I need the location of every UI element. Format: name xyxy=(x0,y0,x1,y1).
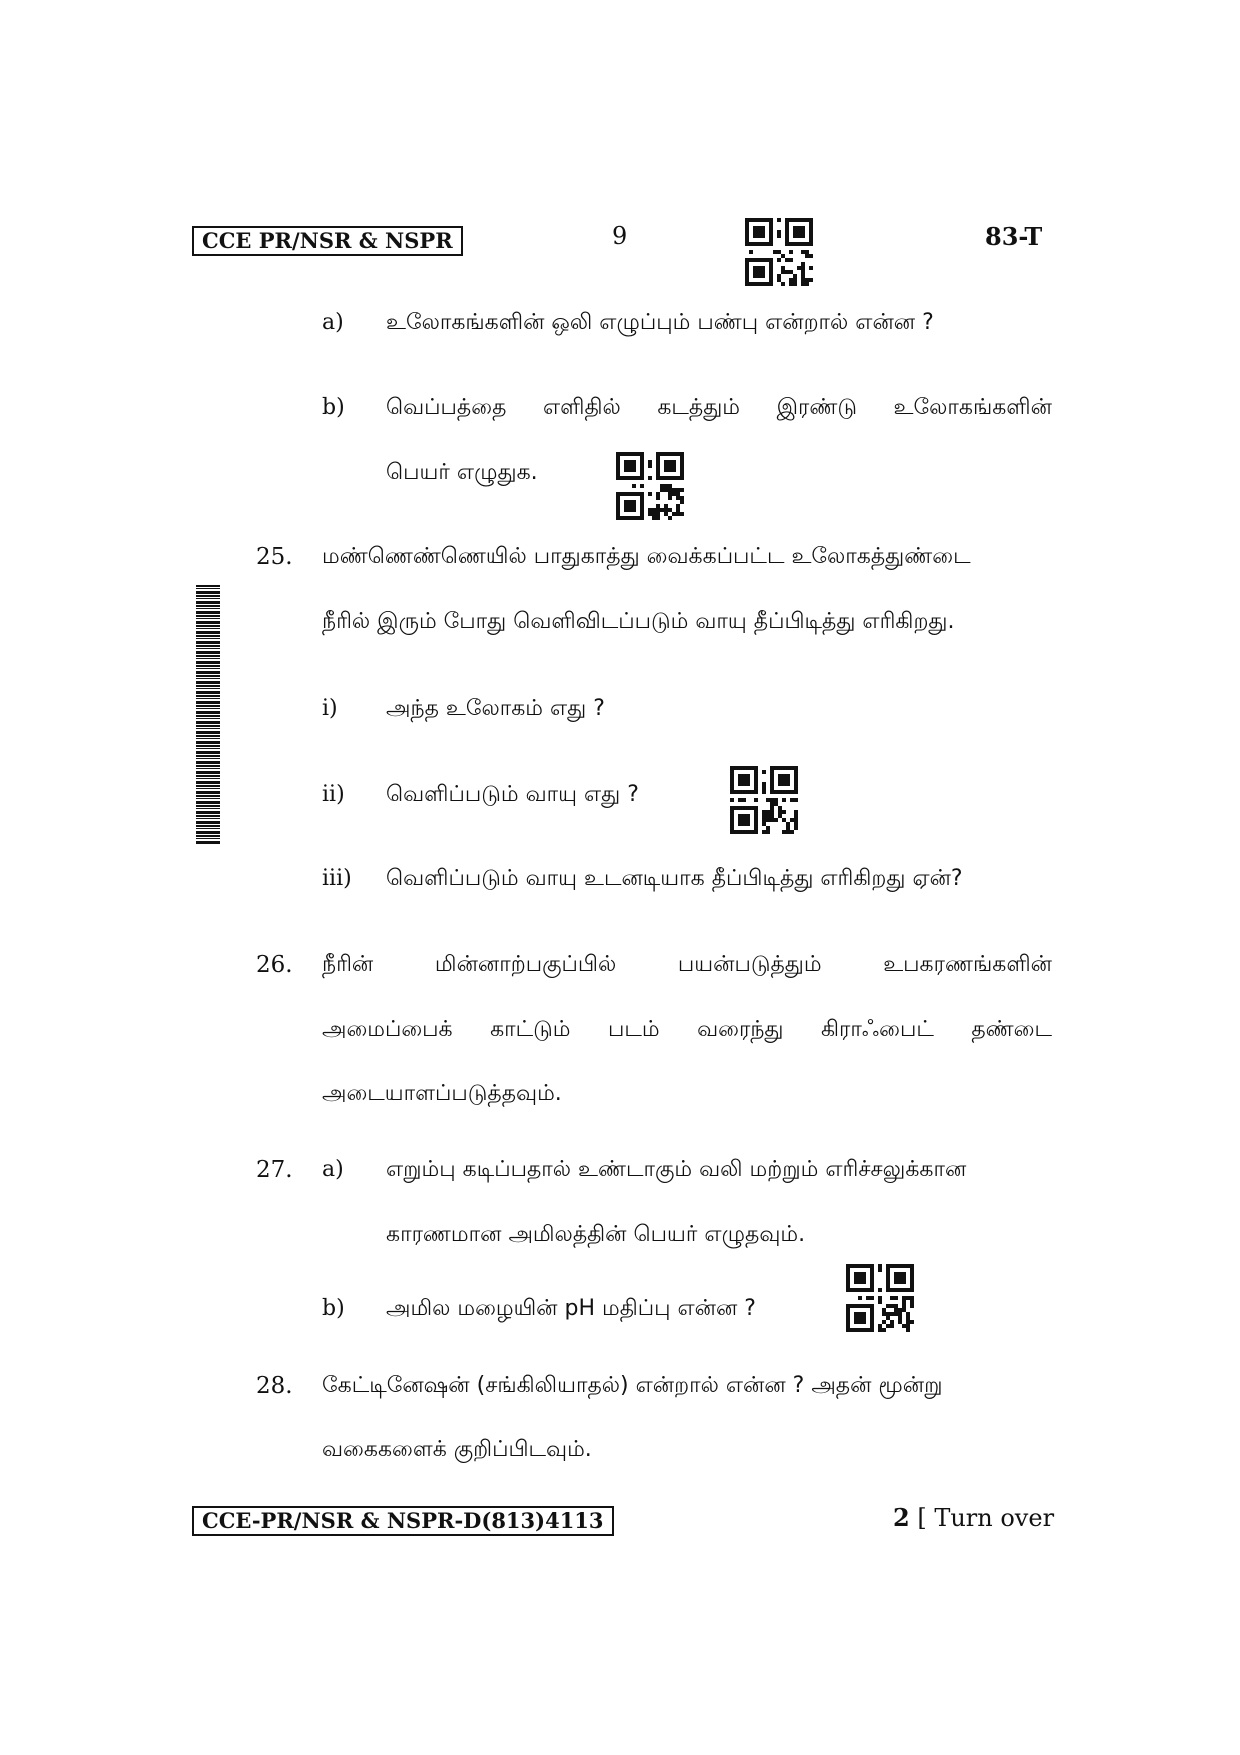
word: கிராஃபைட் xyxy=(821,1017,934,1042)
q26-line1 xyxy=(322,950,1052,980)
q25-iii-label: iii) xyxy=(322,866,352,891)
word: வரைந்து xyxy=(697,1017,784,1042)
word: கடத்தும் xyxy=(657,395,741,420)
word: தண்டை xyxy=(971,1017,1052,1042)
q28-line2: வகைகளைக் குறிப்பிடவும். xyxy=(322,1437,592,1462)
q26-line3: அடையாளப்படுத்தவும். xyxy=(322,1081,562,1106)
q25-ii-label: ii) xyxy=(322,782,345,807)
q24-b-label: b) xyxy=(322,395,345,420)
header-code: CCE PR/NSR & NSPR xyxy=(192,226,463,256)
q25-number: 25. xyxy=(256,544,293,570)
word: உலோகங்களின் xyxy=(893,395,1052,420)
q25-iii-text: வெளிப்படும் வாயு உடனடியாக தீப்பிடித்து எரிகிறது ஏன்? xyxy=(386,866,963,891)
footer-turn-over xyxy=(893,1503,1054,1532)
word: மின்னாற்பகுப்பில் xyxy=(434,952,617,977)
q24-b-line2: பெயர் எழுதுக. xyxy=(386,460,538,485)
word: எளிதில் xyxy=(542,395,621,420)
q25-i-text: அந்த உலோகம் எது ? xyxy=(386,696,605,721)
q24-a-text: உலோகங்களின் ஒலி எழுப்பும் பண்பு என்றால் என்ன ? xyxy=(386,310,934,335)
word: நீரின் xyxy=(322,952,374,977)
word: படம் xyxy=(608,1017,660,1042)
q27-b-label: b) xyxy=(322,1296,345,1321)
footer-code: CCE-PR/NSR & NSPR-D(813)4113 xyxy=(192,1506,614,1536)
word: இரண்டு xyxy=(776,395,857,420)
word: வெப்பத்தை xyxy=(386,395,507,420)
q24-b-line1 xyxy=(386,393,1052,423)
q25-i-label: i) xyxy=(322,696,338,721)
q28-line1: கேட்டினேஷன் (சங்கிலியாதல்) என்றால் என்ன ? அதன் மூன்று xyxy=(322,1373,943,1398)
q25-ii-text: வெளிப்படும் வாயு எது ? xyxy=(386,782,639,807)
word: உபகரணங்களின் xyxy=(883,952,1052,977)
word: காட்டும் xyxy=(490,1017,571,1042)
q26-line2 xyxy=(322,1015,1052,1045)
page-number: 9 xyxy=(612,222,628,250)
q25-line1: மண்ணெண்ணெயில் பாதுகாத்து வைக்கப்பட்ட உலோகத்துண்டை xyxy=(322,544,971,569)
footer-page: 2 xyxy=(893,1503,910,1532)
paper-code: 83-T xyxy=(985,222,1043,251)
side-barcode xyxy=(196,585,220,845)
q26-number: 26. xyxy=(256,952,293,978)
q28-number: 28. xyxy=(256,1373,293,1399)
q24-a-label: a) xyxy=(322,310,344,335)
q27-a-label: a) xyxy=(322,1157,344,1182)
q27-b-text: அமில மழையின் pH மதிப்பு என்ன ? xyxy=(386,1296,756,1321)
q27-a-line2: காரணமான அமிலத்தின் பெயர் எழுதவும். xyxy=(386,1222,806,1247)
footer-turn-over-text: [ Turn over xyxy=(917,1504,1055,1532)
word: பயன்படுத்தும் xyxy=(677,952,822,977)
q25-line2: நீரில் இரும் போது வெளிவிடப்படும் வாயு தீப்பிடித்து எரிகிறது. xyxy=(322,609,955,634)
qr-code-q25 xyxy=(730,766,798,834)
qr-code-q24 xyxy=(616,452,684,520)
q27-number: 27. xyxy=(256,1157,293,1183)
qr-code-header xyxy=(745,218,813,286)
q27-a-line1: எறும்பு கடிப்பதால் உண்டாகும் வலி மற்றும் எரிச்சலுக்கான xyxy=(386,1157,967,1182)
qr-code-q27 xyxy=(846,1264,914,1332)
word: அமைப்பைக் xyxy=(322,1017,453,1042)
